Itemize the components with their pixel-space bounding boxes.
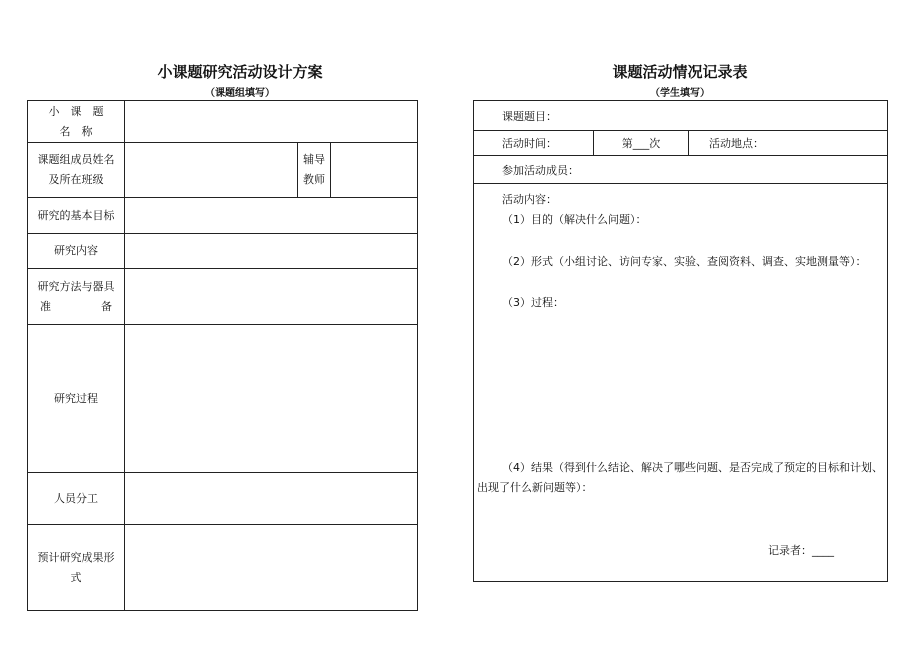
members-field[interactable] [125, 143, 298, 198]
process-field[interactable] [125, 325, 418, 473]
item-result-line1: （4）结果（得到什么结论、解决了哪些问题、是否完成了预定的目标和计划、 [502, 461, 883, 474]
members-row[interactable] [474, 156, 888, 184]
method-field[interactable] [125, 269, 418, 325]
activity-content-label: 活动内容： [502, 193, 557, 206]
time-cell[interactable] [474, 131, 594, 156]
division-label: 人员分工 [28, 473, 125, 525]
time-label: 活动时间： [502, 137, 557, 150]
item-purpose: （1）目的（解决什么问题）： [502, 213, 647, 226]
topic-label: 课题题目： [502, 109, 557, 123]
left-form-subtitle: （课题组填写） [205, 88, 275, 99]
count-label: 第___次 [621, 137, 661, 150]
place-label: 活动地点： [709, 137, 764, 150]
outcome-label: 预计研究成果形 式 [28, 525, 125, 611]
item-result-line2: 出现了什么新问题等）： [477, 481, 593, 494]
advisor-field[interactable] [331, 143, 418, 198]
process-label: 研究过程 [28, 325, 125, 473]
content-label: 研究内容 [28, 234, 125, 269]
place-cell[interactable] [689, 131, 888, 156]
design-plan-table [27, 100, 418, 611]
method-label: 研究方法与器具 准 备 [28, 269, 125, 325]
activity-content-cell[interactable] [474, 184, 888, 582]
members-label: 课题组成员姓名 及所在班级 [28, 143, 125, 198]
goal-label: 研究的基本目标 [28, 198, 125, 234]
advisor-label: 辅导 教师 [298, 143, 331, 198]
outcome-field[interactable] [125, 525, 418, 611]
division-field[interactable] [125, 473, 418, 525]
goal-field[interactable] [125, 198, 418, 234]
left-form-title: 小课题研究活动设计方案 [157, 63, 323, 81]
participants-label: 参加活动成员： [502, 163, 579, 177]
activity-record-table [473, 100, 888, 582]
topic-name-label: 小 课 题 名 称 [28, 101, 125, 143]
item-form: （2）形式（小组讨论、访问专家、实验、查阅资料、调查、实地测量等）： [502, 255, 867, 268]
count-cell[interactable] [594, 131, 689, 156]
right-form-title: 课题活动情况记录表 [612, 63, 748, 81]
topic-name-field[interactable] [125, 101, 418, 143]
content-field[interactable] [125, 234, 418, 269]
right-form-subtitle: （学生填写） [650, 88, 710, 99]
recorder-label: 记录者：____ [768, 544, 834, 557]
topic-row[interactable] [474, 101, 888, 131]
item-process: （3）过程： [502, 296, 564, 309]
